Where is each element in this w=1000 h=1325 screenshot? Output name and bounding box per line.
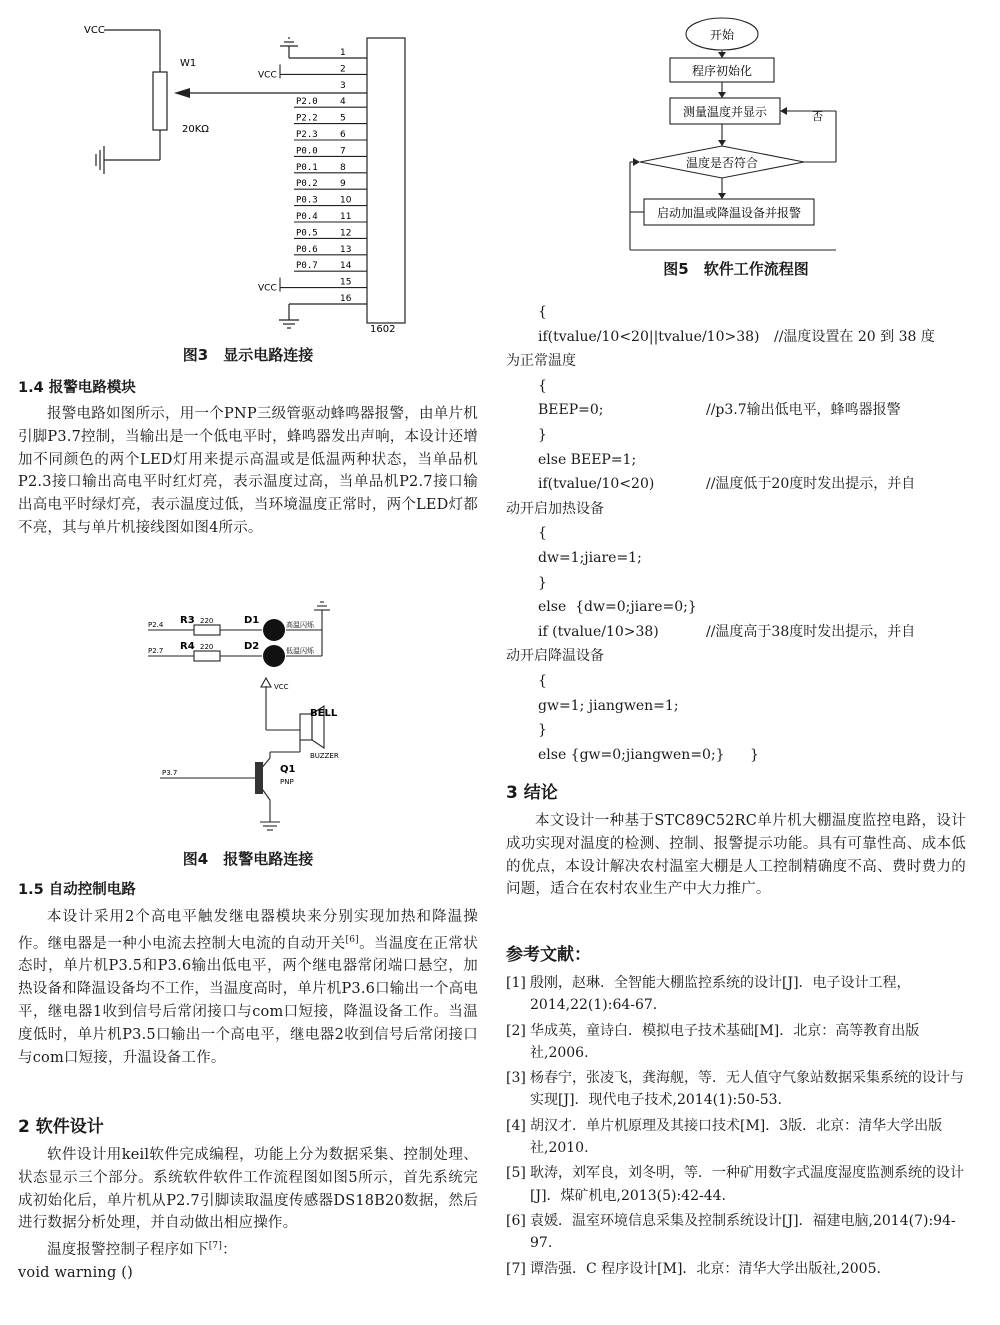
fig3-pin-number: 10 (340, 195, 352, 206)
sec2-paragraph: 软件设计用keil软件完成编程，功能上分为数据采集、控制处理、状态显示三个部分。系统软件软件工作流程图如图5所示，首先系统完成初始化后，单片机从P2.7引脚读取温度传感器DS18B20数据，然后进行数据分析处理，并自动做出相应操作。 (18, 1147, 478, 1232)
flow-decision-label: 温度是否符合 (685, 156, 759, 170)
flow-init-label: 程序初始化 (691, 64, 753, 78)
fig3-pin-4 (294, 97, 367, 107)
fig4-d1: D1 (244, 615, 260, 626)
code-comment: //p3.7输出低电平，蜂鸣器报警 (706, 402, 901, 419)
fig4-p27: P2.7 (148, 647, 164, 655)
fig4-r4: R4 (180, 641, 195, 652)
fig3-pin-net: P0.3 (296, 195, 318, 206)
fig3-pin-16 (340, 294, 352, 304)
code-line (506, 374, 966, 399)
fig3-schematic (70, 20, 430, 338)
ref-text: 耿涛，刘军良，刘冬明，等．一种矿用数字式温度湿度监测系统的设计[J]．煤矿机电,2013(5):42-44. (530, 1165, 964, 1204)
code-text: { (538, 672, 547, 689)
code-comment: } (750, 746, 759, 763)
fig3-pin-number: 5 (340, 113, 346, 124)
fig3-pin-number: 9 (340, 179, 346, 190)
code-comment: //温度低于20度时发出提示，并自 (706, 476, 916, 493)
fig3-pin-number: 15 (340, 277, 352, 288)
ref-text: 胡汉才．单片机原理及其接口技术[M]．3版．北京：清华大学出版社,2010. (530, 1117, 943, 1157)
fig3-pin-net: P0.2 (296, 179, 318, 190)
code-line (506, 571, 966, 596)
code-text: BEEP=0; (538, 402, 604, 419)
flow-no-label: 否 (812, 110, 823, 123)
fig3-pin-net: P0.1 (296, 162, 318, 173)
fig3-pin-net: P0.6 (296, 244, 318, 255)
code-line (506, 546, 966, 571)
ref-item (506, 1115, 966, 1160)
fig3-pin-net: P2.2 (296, 113, 318, 124)
fig3-pot-label: W1 (180, 58, 197, 69)
ref-text: 谭浩强．C 程序设计[M]．北京：清华大学出版社,2005. (530, 1260, 881, 1277)
code-text: 为正常温度 (506, 353, 576, 370)
ref-number: [5] (506, 1165, 526, 1182)
flow-start-label: 开始 (709, 28, 735, 42)
flow-action-label: 启动加温或降温设备并报警 (656, 206, 802, 220)
led-d1-icon (263, 619, 285, 641)
sec15-body (18, 906, 478, 1069)
fig3-pin-number: 13 (340, 244, 352, 255)
fig3-pin-number: 16 (340, 294, 352, 304)
fig3-pin-11 (294, 212, 367, 222)
code-line (506, 521, 966, 546)
sec14-body (18, 403, 478, 540)
code-text: dw=1;jiare=1; (538, 549, 642, 566)
code-text: if(tvalue/10<20||tvalue/10>38) (538, 328, 760, 345)
code-comment: //温度高于38度时发出提示，并自 (706, 623, 916, 640)
ref-text: 袁媛．温室环境信息采集及控制系统设计[J]．福建电脑,2014(7):94-97. (530, 1212, 956, 1252)
code-line (506, 743, 966, 768)
fig3-pin-13 (294, 245, 367, 255)
ref-item (506, 1258, 966, 1280)
code-line (506, 644, 966, 669)
fig3-pin-number: 14 (340, 261, 352, 272)
fig3-pin-2 (258, 64, 367, 80)
fig3-pin-number: 8 (340, 162, 346, 173)
code-text: if(tvalue/10<20) (538, 476, 655, 493)
code-line (506, 423, 966, 448)
wiper-arrow-icon (174, 88, 190, 98)
fig3-pin-vcc: VCC (258, 283, 277, 294)
fig4-d2: D2 (244, 641, 260, 652)
sec2-sub-colon: ： (222, 1242, 237, 1259)
code-text: gw=1; jiangwen=1; (538, 697, 679, 714)
fig3-pot-value: 20KΩ (182, 124, 209, 135)
sec15-title: 1.5 自动控制电路 (18, 882, 136, 898)
fig3-pin-14 (294, 261, 367, 271)
sec2-body (18, 1144, 478, 1285)
fig4-d2-note: 低温闪烁 (286, 647, 314, 655)
code-line (506, 718, 966, 743)
fig3-pin-net: P0.4 (296, 212, 318, 222)
sec3-paragraph: 本文设计一种基于STC89C52RC单片机大棚温度监控电路，设计成功实现对温度的检测、控制、报警提示功能。具有可靠性高、成本低的优点，本设计解决农村温室大棚是人工控制精确度不高、费时费力的问题，适合在农村农业生产中大力推广。 (506, 813, 966, 898)
fig4-r4-value: 220 (200, 643, 214, 651)
code-text: else BEEP=1; (538, 451, 637, 468)
code-line (506, 398, 966, 423)
ref-text: 杨春宁，张凌飞，龚海舰，等．无人值守气象站数据采集系统的设计与实现[J]．现代电子技术,2014(1):50-53. (530, 1070, 964, 1109)
fig4-bell: BELL (310, 708, 338, 719)
sec3-title: 3 结论 (506, 783, 558, 803)
ref-text: 华成英，童诗白．模拟电子技术基础[M]．北京：高等教育出版社,2006. (530, 1022, 920, 1061)
code-text: if (tvalue/10>38) (538, 623, 659, 640)
refs-list (506, 972, 966, 1283)
code-text: { (538, 304, 547, 320)
sec15-text-a: 本设计采用2个高电平触发继电器模块来分别实现加热和降温操作。继电器是一种小电流去控制大电流的自动开关 (18, 909, 478, 952)
code-line (506, 669, 966, 694)
fig3-pin-net: P0.7 (296, 261, 318, 272)
sec15-paragraph (18, 906, 478, 1069)
fig3-pin-7 (294, 146, 367, 156)
code-block (506, 300, 966, 767)
code-line (506, 300, 966, 325)
fig3-pin-number: 12 (340, 228, 352, 239)
ref-item (506, 972, 966, 1017)
fig3-pin-10 (294, 196, 367, 206)
code-line (506, 349, 966, 374)
fig3-pin-list (258, 48, 367, 304)
ref-item (506, 1067, 966, 1112)
fig3-pin-net: P2.3 (296, 130, 318, 140)
fig4-q1: Q1 (280, 764, 296, 775)
fig4-d1-note: 高温闪烁 (286, 621, 314, 629)
code-line (506, 595, 966, 620)
fig3-pin-number: 7 (340, 146, 346, 157)
ref-item (506, 1162, 966, 1207)
code-text: { (538, 525, 547, 542)
fig3-pin-number: 2 (340, 64, 346, 75)
code-line (506, 694, 966, 719)
fig3-pin-number: 11 (340, 212, 352, 222)
fig5-caption: 图5 软件工作流程图 (663, 260, 809, 278)
code-start-line: void warning () (18, 1264, 133, 1281)
ref-number: [1] (506, 975, 526, 991)
ref-item (506, 1020, 966, 1065)
fig3-pin-8 (294, 163, 367, 173)
fig4-buzzer: BUZZER (310, 752, 339, 760)
code-line (506, 497, 966, 522)
code-comment: //温度设置在 20 到 38 度 (774, 328, 935, 345)
ref-number: [2] (506, 1022, 526, 1039)
fig4-r3: R3 (180, 615, 195, 626)
fig3-pin-number: 4 (340, 97, 346, 108)
fig4-p37: P3.7 (162, 769, 178, 777)
fig3-pin-5 (294, 114, 367, 124)
sec2-sub-intro-text: 温度报警控制子程序如下 (47, 1242, 209, 1259)
code-line (506, 620, 966, 645)
code-text: } (538, 574, 547, 591)
sec15-citation: [6] (345, 934, 359, 945)
fig4-r3-value: 220 (200, 617, 214, 625)
code-text: else {dw=0;jiare=0;} (538, 599, 697, 616)
sec2-sub-intro (18, 1235, 478, 1262)
ref-number: [4] (506, 1117, 526, 1134)
sec2-citation: [7] (208, 1241, 223, 1252)
fig3-pin-3 (340, 81, 346, 91)
fig3-pin-1 (340, 48, 346, 58)
sec14-paragraph: 报警电路如图所示，用一个PNP三级管驱动蜂鸣器报警，由单片机引脚P3.7控制，当输出是一个低电平时，蜂鸣器发出声响，本设计还增加不同颜色的两个LED灯用来提示高温或是低温两种状态，当单品机P2.3接口输出高电平时红灯亮，表示温度过高，当单品机P2.7接口输出高电平时绿灯亮，表示温度过低，当环境温度正常时，两个LED灯都不亮，其与单片机接线图如图4所示。 (18, 406, 478, 536)
fig3-pin-15 (258, 278, 367, 294)
sec15-text-b: 。当温度在正常状态时，单片机P3.5和P3.6输出低电平，两个继电器常闭端口悬空，加热设备和降温设备均不工作，当温度高时，单片机P3.6口输出一个高电平，继电器1收到信号后常闭接口与com口短接，降温设备工作。当温度低时，单片机P3.5口输出一个高电平，继电器2收到信号后常闭接口与com口短接，升温设备工作。 (18, 935, 478, 1066)
fig3-pin-number: 1 (340, 48, 346, 58)
code-line (506, 472, 966, 497)
code-line (506, 448, 966, 473)
code-text: else {gw=0;jiangwen=0;} (538, 746, 725, 763)
code-line (506, 325, 966, 350)
ref-item (506, 1210, 966, 1255)
fig3-pin-6 (294, 130, 367, 140)
code-text: } (538, 722, 547, 739)
fig4-pnp: PNP (280, 778, 294, 786)
vcc-arrow-icon (261, 678, 271, 687)
fig3-pin-number: 6 (340, 130, 346, 140)
ref-number: [6] (506, 1212, 526, 1229)
sec2-title: 2 软件设计 (18, 1117, 104, 1137)
fig4-p24: P2.4 (148, 621, 164, 629)
ref-number: [7] (506, 1260, 526, 1277)
sec3-body (506, 810, 966, 901)
fig3-pin-net: P0.0 (296, 146, 318, 157)
flow-measure-label: 测量温度并显示 (682, 105, 768, 119)
fig3-vcc-left: VCC (84, 25, 105, 36)
fig3-caption: 图3 显示电路连接 (182, 346, 314, 364)
fig3-pin-9 (294, 179, 367, 189)
ref-number: [3] (506, 1070, 526, 1087)
sec14-title: 1.4 报警电路模块 (18, 380, 136, 396)
fig3-pin-net: P0.5 (296, 228, 318, 239)
fig3-pin-12 (294, 228, 367, 238)
refs-title: 参考文献： (506, 945, 591, 965)
led-d2-icon (263, 645, 285, 667)
fig3-pin-number: 3 (340, 80, 346, 91)
fig4-schematic (140, 590, 380, 840)
code-text: { (538, 377, 547, 394)
fig3-pin-vcc: VCC (258, 70, 277, 81)
ref-text: 殷刚，赵琳．全智能大棚监控系统的设计[J]．电子设计工程，2014,22(1):64-67. (530, 975, 911, 1014)
fig5-flowchart (600, 14, 860, 254)
code-text: 动开启加热设备 (506, 500, 604, 517)
fig4-vcc: VCC (274, 683, 289, 691)
fig3-module-label: 1602 (370, 324, 396, 335)
fig3-pin-net: P2.0 (296, 97, 318, 108)
fig4-caption: 图4 报警电路连接 (182, 850, 314, 868)
code-text: } (538, 426, 547, 443)
code-text: 动开启降温设备 (506, 648, 604, 665)
